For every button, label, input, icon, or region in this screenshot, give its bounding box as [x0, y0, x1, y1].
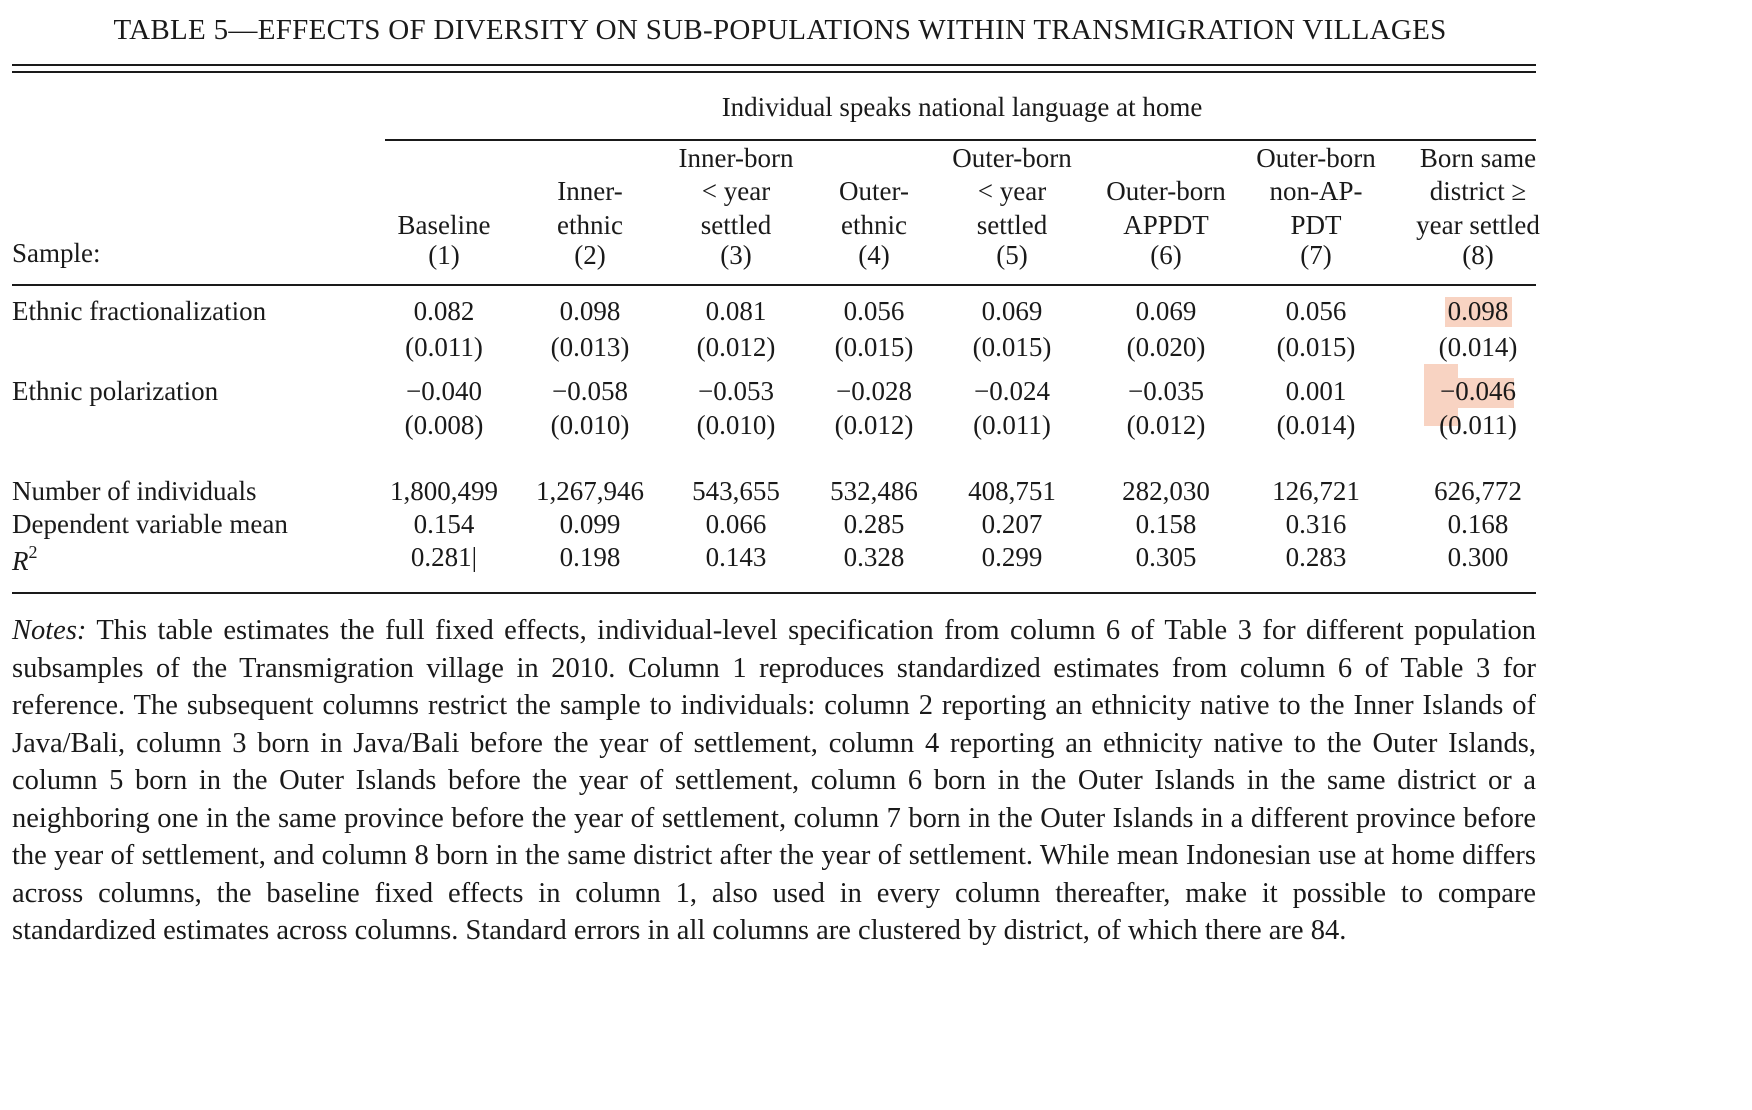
column-header-6-line-3: APPDT [1123, 210, 1209, 240]
pol-se-col-2: (0.010) [550, 410, 630, 440]
column-header-4-line-2: Outer- [839, 176, 909, 206]
frac-estimate-col-2: 0.098 [559, 296, 621, 326]
column-number-8: (8) [1462, 240, 1494, 270]
r2-sup: 2 [28, 542, 38, 562]
column-number-4: (4) [858, 240, 890, 270]
column-number-2: (2) [574, 240, 606, 270]
pol-estimate-col-7: 0.001 [1285, 376, 1347, 406]
top-rule-1 [12, 64, 1536, 66]
table-title-text: EFFECTS OF DIVERSITY ON SUB-POPULATIONS WITHIN TRANSMIGRATION VILLAGES [257, 14, 1447, 46]
pol-se-col-8: (0.011) [1439, 410, 1517, 440]
top-rule-2 [12, 71, 1536, 73]
column-header-8-line-2: district ≥ [1429, 176, 1527, 206]
r-squared-col-3: 0.143 [705, 542, 767, 572]
column-header-4-line-3: ethnic [841, 210, 907, 240]
column-header-6-line-2: Outer-born [1106, 176, 1226, 206]
spanner-rule [385, 139, 1536, 141]
row-label-frac: Ethnic fractionalization [12, 296, 267, 326]
bottom-rule [12, 592, 1536, 594]
pol-estimate-col-8: −0.046 [1440, 376, 1516, 406]
row-label-pol: Ethnic polarization [12, 376, 219, 406]
frac-estimate-col-4: 0.056 [843, 296, 905, 326]
pol-se-col-6: (0.012) [1126, 410, 1206, 440]
column-header-3-line-2: < year [701, 176, 771, 206]
r-squared-col-1: 0.281| [410, 542, 478, 572]
frac-estimate-col-5: 0.069 [981, 296, 1043, 326]
frac-se-col-5: (0.015) [972, 332, 1052, 362]
pol-estimate-col-2: −0.058 [552, 376, 628, 406]
r-squared-col-5: 0.299 [981, 542, 1043, 572]
dep-var-mean-col-6: 0.158 [1135, 509, 1197, 539]
column-header-5-line-1: Outer-born [952, 143, 1072, 173]
column-header-3-line-1: Inner-born [678, 143, 794, 173]
column-number-3: (3) [720, 240, 752, 270]
column-header-8-line-1: Born same [1419, 143, 1537, 173]
frac-estimate-col-8: 0.098 [1447, 296, 1509, 326]
r-squared-col-7: 0.283 [1285, 542, 1347, 572]
header-rule [12, 284, 1536, 286]
column-header-8-line-3: year settled [1416, 210, 1540, 240]
notes-label: Notes: [12, 615, 87, 646]
notes-text: This table estimates the full fixed effects, individual-level specification from column 6 of Table 3 for different population subsamples of the Transmigration village in 2010. Column 1 reproduces standardized estimates from column 6 of Table 3 for reference. The subsequent columns restrict the sample to individuals: column 2 reporting an ethnicity native to the Inner Islands of Java/Bali, column 3 born in Java/Bali before the year of settlement, column 4 reporting an ethnicity native to the Outer Islands, column 5 born in the Outer Islands before the year of settlement, column 6 born in the Outer Islands in the same district or a neighboring one in the same province before the year of settlement, column 7 born in the Outer Islands in a different province before the year of settlement, and column 8 born in the same district after the year of settlement. While mean Indonesian use at home differs across columns, the baseline fixed effects in column 1, also used in every column thereafter, make it possible to compare standardized estimates across columns. Standard errors in all columns are clustered by district, of which there are 84. [12, 615, 1536, 946]
table-notes [12, 612, 1536, 950]
column-header-2-line-3: ethnic [557, 210, 623, 240]
n-individuals-col-6: 282,030 [1122, 476, 1210, 506]
dep-var-mean-col-1: 0.154 [413, 509, 475, 539]
r-squared-col-6: 0.305 [1135, 542, 1197, 572]
frac-estimate-col-3: 0.081 [705, 296, 767, 326]
dep-var-mean-col-8: 0.168 [1447, 509, 1509, 539]
stat-label-n: Number of individuals [12, 476, 257, 506]
frac-se-col-7: (0.015) [1276, 332, 1356, 362]
column-number-5: (5) [996, 240, 1028, 270]
r-squared-col-4: 0.328 [843, 542, 905, 572]
column-header-5-line-3: settled [976, 210, 1048, 240]
column-header-5-line-2: < year [977, 176, 1047, 206]
column-number-7: (7) [1300, 240, 1332, 270]
column-header-7-line-2: non-AP- [1269, 176, 1363, 206]
pol-estimate-col-4: −0.028 [836, 376, 912, 406]
column-header-1-line-3: Baseline [397, 210, 491, 240]
column-header-2-line-2: Inner- [557, 176, 623, 206]
frac-estimate-col-6: 0.069 [1135, 296, 1197, 326]
table-title-number: TABLE 5— [113, 14, 258, 46]
frac-se-col-4: (0.015) [834, 332, 914, 362]
pol-estimate-col-5: −0.024 [974, 376, 1050, 406]
n-individuals-col-4: 532,486 [830, 476, 918, 506]
n-individuals-col-8: 626,772 [1434, 476, 1522, 506]
pol-estimate-col-3: −0.053 [698, 376, 774, 406]
column-number-6: (6) [1150, 240, 1182, 270]
frac-se-col-2: (0.013) [550, 332, 630, 362]
dep-var-mean-col-2: 0.099 [559, 509, 621, 539]
stat-label-r2 [12, 542, 38, 577]
pol-se-col-4: (0.012) [834, 410, 914, 440]
pol-estimate-col-6: −0.035 [1128, 376, 1204, 406]
table-title [0, 14, 1560, 47]
column-header-7-line-3: PDT [1290, 210, 1342, 240]
pol-se-col-7: (0.014) [1276, 410, 1356, 440]
pol-estimate-col-1: −0.040 [406, 376, 482, 406]
column-number-1: (1) [428, 240, 460, 270]
n-individuals-col-2: 1,267,946 [536, 476, 644, 506]
column-header-7-line-1: Outer-born [1256, 143, 1376, 173]
stat-label-mean: Dependent variable mean [12, 509, 288, 539]
dep-var-mean-col-4: 0.285 [843, 509, 905, 539]
frac-se-col-6: (0.020) [1126, 332, 1206, 362]
dep-var-mean-col-5: 0.207 [981, 509, 1043, 539]
frac-estimate-col-7: 0.056 [1285, 296, 1347, 326]
n-individuals-col-1: 1,800,499 [390, 476, 498, 506]
n-individuals-col-7: 126,721 [1272, 476, 1360, 506]
pol-se-col-5: (0.011) [973, 410, 1051, 440]
frac-se-col-8: (0.014) [1438, 332, 1518, 362]
pol-se-col-1: (0.008) [404, 410, 484, 440]
frac-estimate-col-1: 0.082 [413, 296, 475, 326]
n-individuals-col-3: 543,655 [692, 476, 780, 506]
r-squared-col-8: 0.300 [1447, 542, 1509, 572]
spanner-header: Individual speaks national language at home [721, 92, 1203, 122]
r2-base: R [12, 546, 29, 576]
column-header-3-line-3: settled [700, 210, 772, 240]
n-individuals-col-5: 408,751 [968, 476, 1056, 506]
sample-label: Sample: [12, 238, 101, 268]
r-squared-col-2: 0.198 [559, 542, 621, 572]
pol-se-col-3: (0.010) [696, 410, 776, 440]
frac-se-col-1: (0.011) [405, 332, 483, 362]
frac-se-col-3: (0.012) [696, 332, 776, 362]
dep-var-mean-col-3: 0.066 [705, 509, 767, 539]
dep-var-mean-col-7: 0.316 [1285, 509, 1347, 539]
